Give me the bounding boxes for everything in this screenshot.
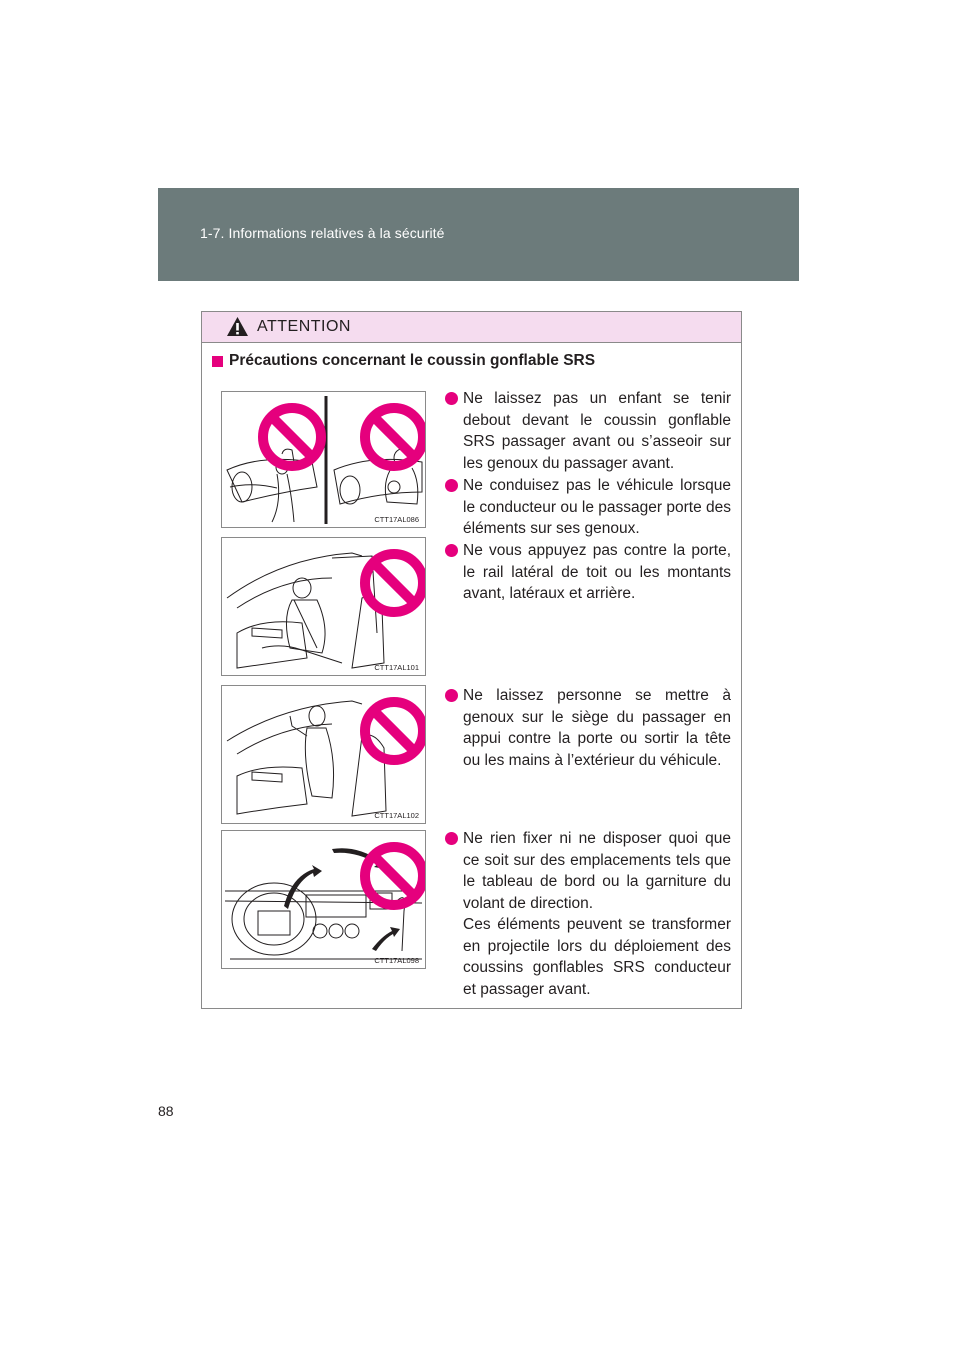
figure-code: CTT17AL101 bbox=[374, 663, 419, 672]
subheading-text: Précautions concernant le coussin gonflable SRS bbox=[229, 352, 596, 369]
warning-header bbox=[202, 312, 741, 343]
bullet-item bbox=[434, 475, 731, 540]
warning-subheading bbox=[212, 352, 595, 370]
bullet-continuation: Ces éléments peuvent se transformer en projectile lors du déploiement des coussins gonflables SRS conducteur et passager avant. bbox=[463, 916, 731, 998]
section-title: 1-7. Informations relatives à la sécurité bbox=[200, 225, 445, 241]
illustration-dashboard-objects bbox=[222, 831, 425, 968]
illustration-child-airbag bbox=[222, 392, 425, 527]
square-bullet-icon bbox=[212, 356, 223, 367]
figure-code: CTT17AL098 bbox=[374, 956, 419, 965]
bullet-item bbox=[434, 388, 731, 474]
round-bullet-icon bbox=[445, 479, 458, 492]
bullet-text: Ne laissez personne se mettre à genoux sur le siège du passager en appui contre la porte ou sortir la tête ou les mains à l’extérieur du véhicule. bbox=[463, 687, 731, 769]
figure-child-passenger bbox=[221, 391, 426, 528]
warning-box bbox=[201, 311, 742, 1009]
warning-title: ATTENTION bbox=[257, 318, 351, 335]
round-bullet-icon bbox=[445, 689, 458, 702]
bullet-text: Ne conduisez pas le véhicule lorsque le conducteur ou le passager porte des éléments sur ses genoux. bbox=[463, 477, 731, 537]
illustration-leaning-door bbox=[222, 538, 425, 675]
bullet-item bbox=[434, 540, 731, 605]
warning-triangle-icon bbox=[226, 316, 249, 337]
figure-kneeling-seat bbox=[221, 685, 426, 824]
illustration-kneeling-seat bbox=[222, 686, 425, 823]
prohibition-icon bbox=[263, 408, 321, 466]
prohibition-icon bbox=[365, 702, 423, 760]
chapter-header-band bbox=[158, 188, 799, 281]
bullet-item bbox=[434, 828, 731, 1000]
round-bullet-icon bbox=[445, 544, 458, 557]
figure-objects-dashboard bbox=[221, 830, 426, 969]
figure-leaning-door bbox=[221, 537, 426, 676]
figure-code: CTT17AL086 bbox=[374, 515, 419, 524]
bullet-item bbox=[434, 685, 731, 771]
round-bullet-icon bbox=[445, 832, 458, 845]
prohibition-icon bbox=[365, 847, 423, 905]
figure-code: CTT17AL102 bbox=[374, 811, 419, 820]
round-bullet-icon bbox=[445, 392, 458, 405]
page-number: 88 bbox=[158, 1103, 174, 1119]
bullet-text: Ne laissez pas un enfant se tenir debout devant le coussin gonflable SRS passager avant ou s’asseoir sur les genoux du passager avant. bbox=[463, 390, 731, 472]
bullet-text: Ne vous appuyez pas contre la porte, le rail latéral de toit ou les montants avant, latéraux et arrière. bbox=[463, 542, 731, 602]
bullet-text: Ne rien fixer ni ne disposer quoi que ce soit sur des emplacements tels que le tableau de bord ou la garniture du volant de direction. bbox=[463, 830, 731, 912]
